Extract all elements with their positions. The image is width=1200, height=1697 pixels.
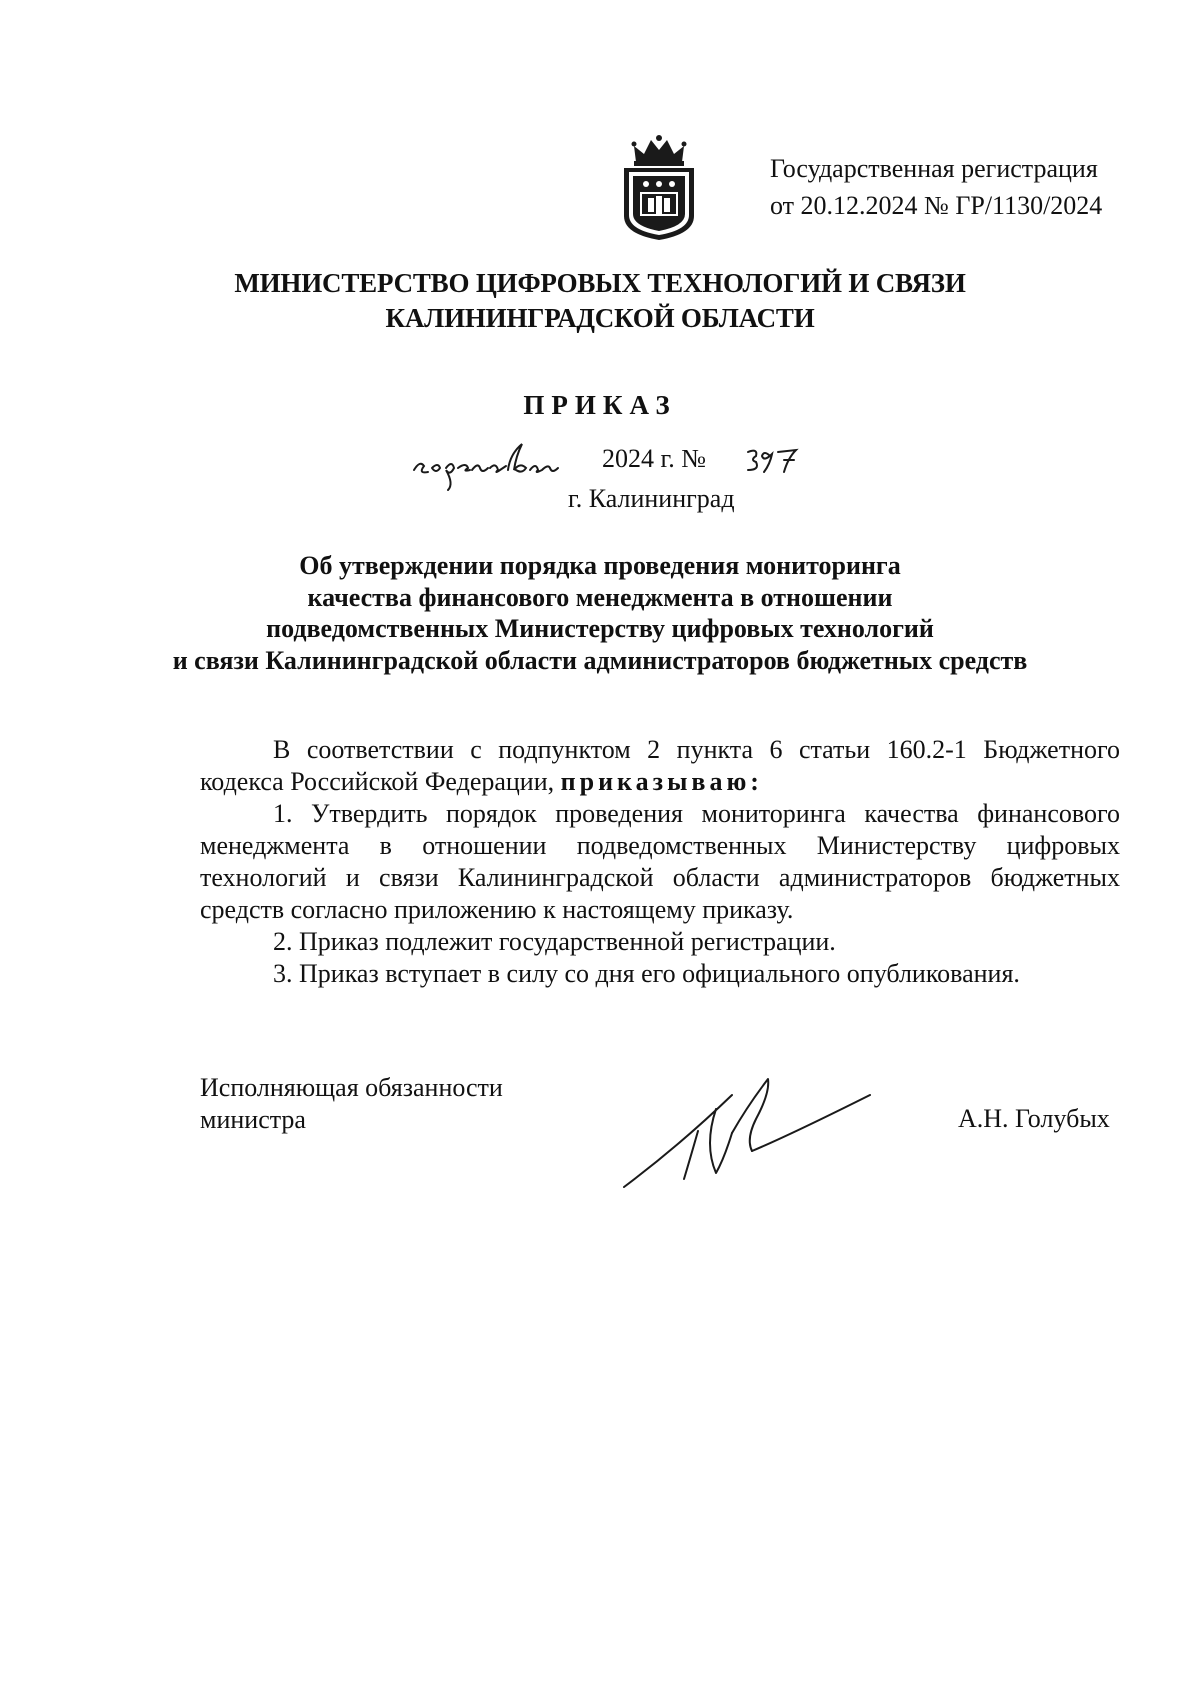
subject-line-1: Об утверждении порядка проведения мониторинга [299,551,901,580]
subject-line-3: подведомственных Министерству цифровых технологий [266,614,934,643]
order-city: г. Калининград [568,484,735,513]
signer-name: А.Н. Голубых [958,1104,1110,1133]
ministry-name-line-2: КАЛИНИНГРАДСКОЙ ОБЛАСТИ [385,303,815,333]
signer-position [200,1072,503,1136]
kaliningrad-coat-of-arms-icon [618,132,700,242]
order-word: приказываю: [560,767,763,796]
order-body [200,734,1120,990]
registration-line-2: от 20.12.2024 № ГР/1130/2024 [770,191,1103,220]
body-item-2: 2. Приказ подлежит государственной регистрации. [273,927,836,956]
registration-line-1: Государственная регистрация [770,154,1098,183]
order-year-number-label: 2024 г. № [602,444,707,473]
ministry-name [0,266,1200,336]
ministry-name-line-1: МИНИСТЕРСТВО ЦИФРОВЫХ ТЕХНОЛОГИЙ И СВЯЗИ [234,268,966,298]
handwritten-order-number [744,446,799,474]
handwritten-signature-icon [620,1075,880,1190]
registration-block [770,150,1130,224]
signer-position-line-1: Исполняющая обязанности [200,1073,503,1102]
order-date-line [410,440,910,480]
order-subject [0,550,1200,676]
body-intro-paragraph [200,734,1120,798]
body-item-3: 3. Приказ вступает в силу со дня его официального опубликования. [273,959,1020,988]
handwritten-date [410,440,585,492]
subject-line-2: качества финансового менеджмента в отношении [307,582,893,612]
signer-position-line-2: министра [200,1105,306,1134]
subject-line-4: и связи Калининградской области администраторов бюджетных средств [172,645,1028,675]
body-intro-text: В соответствии с подпунктом 2 пункта 6 статьи 160.2-1 Бюджетного кодекса Российской Федерации, [200,735,1120,796]
body-item-1: 1. Утвердить порядок проведения мониторинга качества финансового менеджмента в отношении подведомственных Министерству цифровых технологий и связи Калининградской области администраторов бюджетных средств согласно приложению к настоящему приказу. [200,799,1120,924]
order-title: ПРИКАЗ [523,390,677,420]
